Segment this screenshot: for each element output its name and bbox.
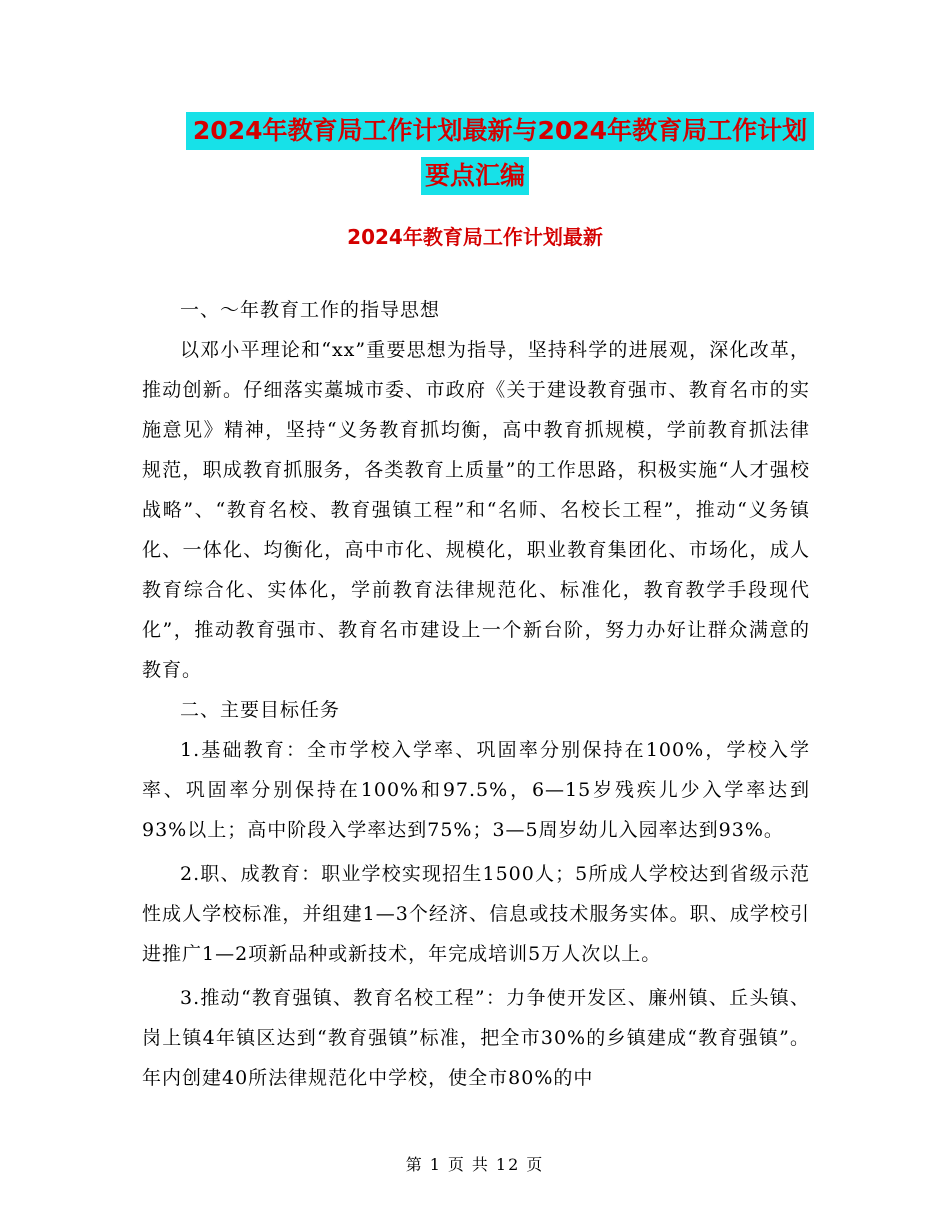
heading-guiding-ideology: 一、～年教育工作的指导思想 (180, 299, 441, 321)
footer-total-pages: 12 (495, 1155, 521, 1174)
footer-suffix: 页 (526, 1155, 545, 1174)
heading-main-goals: 二、主要目标任务 (180, 699, 341, 721)
footer-page-number: 1 (429, 1155, 442, 1174)
footer-page-label: 页 (447, 1155, 466, 1174)
paragraph-guiding-ideology: 以邓小平理论和“xx”重要思想为指导，坚持科学的进展观，深化改革，推动创新。仔细落实藁城市委、市政府《关于建设教育强市、教育名市的实施意见》精神，坚持“义务教育抓均衡，高中教育抓规模，学前教育抓法律规范，职成教育抓服务，各类教育上质量”的工作思路，积极实施“人才强校战略”、“教育名校、教育强镇工程”和“名师、名校长工程”，推动“义务镇化、一体化、均衡化，高中市化、规模化，职业教育集团化、市场化，成人教育综合化、实体化，学前教育法律规范化、标准化，教育教学手段现代化”，推动教育强市、教育名市建设上一个新台阶，努力办好让群众满意的教育。 (142, 339, 810, 681)
paragraph-vocational-education: 2.职、成教育：职业学校实现招生1500人；5所成人学校达到省级示范性成人学校标准，并组建1—3个经济、信息或技术服务实体。职、成学校引进推广1—2项新品种或新技术，年完成培训5万人次以上。 (142, 863, 810, 965)
page-footer (0, 1153, 950, 1177)
document-title-line-1: 2024年教育局工作计划最新与2024年教育局工作计划 (186, 112, 814, 150)
section-title: 2024年教育局工作计划最新 (347, 225, 603, 249)
document-body (142, 290, 810, 1098)
document-title-line-2: 要点汇编 (421, 157, 529, 195)
paragraph-strong-towns: 3.推动“教育强镇、教育名校工程”：力争使开发区、廉州镇、丘头镇、岗上镇4年镇区达到“教育强镇”标准，把全市30%的乡镇建成“教育强镇”。年内创建40所法律规范化中学校，使全市80%的中 (142, 987, 810, 1089)
footer-prefix: 第 (405, 1155, 424, 1174)
footer-total-label: 共 (471, 1155, 490, 1174)
paragraph-basic-education: 1.基础教育：全市学校入学率、巩固率分别保持在100%，学校入学率、巩固率分别保持在100%和97.5%，6—15岁残疾儿少入学率达到93%以上；高中阶段入学率达到75%；3—5周岁幼儿入园率达到93%。 (142, 739, 810, 841)
